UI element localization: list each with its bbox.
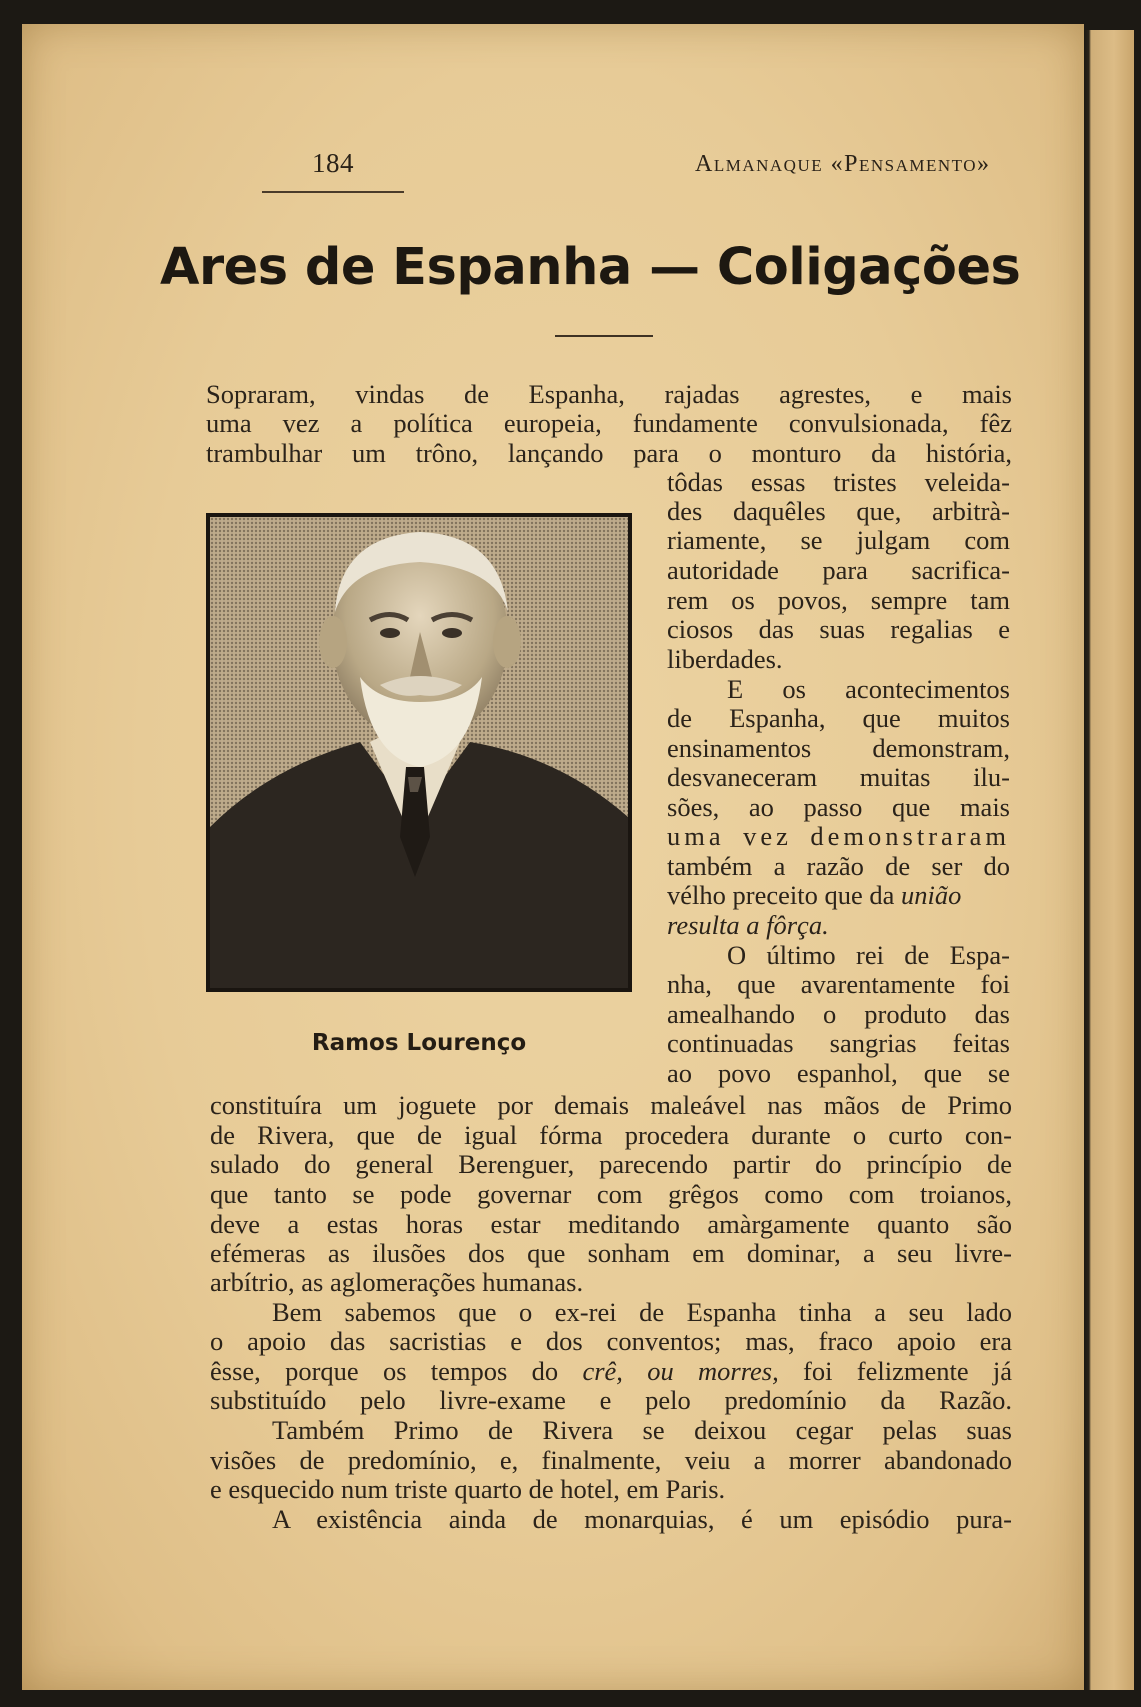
text-line: de Rivera, que de igual fórma procedera durante o curto con- [210, 1120, 1012, 1150]
text-line: riamente, se julgam com [667, 525, 1010, 555]
page-number-rule [262, 191, 404, 193]
text-span: êsse, porque os tempos do [210, 1356, 559, 1386]
facing-page-edge [1084, 30, 1134, 1690]
text-line: constituíra um joguete por demais maleável nas mãos de Primo [210, 1090, 1012, 1120]
text-line: liberdades. [667, 644, 783, 674]
text-line: autoridade para sacrifica- [667, 555, 1010, 585]
text-line: A existência ainda de monarquias, é um episódio pura- [272, 1504, 1012, 1534]
text-line: des daquêles que, arbitrà- [667, 496, 1010, 526]
text-line: substituído pelo livre-exame e pelo predomínio da Razão. [210, 1385, 1012, 1415]
title-rule [555, 335, 653, 337]
text-line: E os acontecimentos [727, 674, 1010, 704]
text-line: Bem sabemos que o ex-rei de Espanha tinha a seu lado [272, 1297, 1012, 1327]
running-head: Almanaque «Pensamento» [695, 151, 991, 177]
portrait-image [210, 517, 628, 988]
text-line: o apoio das sacristias e dos conventos; mas, fraco apoio era [210, 1326, 1012, 1356]
text-line: rem os povos, sempre tam [667, 585, 1010, 615]
text-line: O último rei de Espa- [727, 940, 1010, 970]
text-line [667, 881, 961, 909]
text-line: também a razão de ser do [667, 851, 1010, 881]
text-line: trambulhar um trôno, lançando para o monturo da história, [206, 438, 1012, 468]
italic-text: resulta a fôrça. [667, 910, 829, 940]
text-line: continuadas sangrias feitas [667, 1028, 1010, 1058]
text-line [667, 911, 829, 939]
text-line: Também Primo de Rivera se deixou cegar pelas suas [272, 1415, 1012, 1445]
portrait-photo [206, 513, 632, 992]
portrait-caption: Ramos Lourenço [311, 1030, 527, 1056]
article-title: Ares de Espanha — Coligações [160, 238, 1021, 297]
text-line: e esquecido num triste quarto de hotel, em Paris. [210, 1474, 726, 1504]
text-line: sulado do general Berenguer, parecendo partir do princípio de [210, 1149, 1012, 1179]
text-line: visões de predomínio, e, finalmente, veiu a morrer abandonado [210, 1445, 1012, 1475]
text-line: arbítrio, as aglomerações humanas. [210, 1267, 584, 1297]
text-line: nha, que avarentamente foi [667, 969, 1010, 999]
text-line: efémeras as ilusões dos que sonham em dominar, a seu livre- [210, 1238, 1012, 1268]
text-line: que tanto se pode governar com grêgos como com troianos, [210, 1179, 1012, 1209]
text-line: uma vez a política europeia, fundamente convulsionada, fêz [206, 408, 1012, 438]
italic-text: união [900, 880, 962, 910]
text-line: Sopraram, vindas de Espanha, rajadas agrestes, e mais [206, 379, 1012, 409]
text-line: ciosos das suas regalias e [667, 614, 1010, 644]
text-line: desvaneceram muitas ilu- [667, 762, 1010, 792]
text-line: tôdas essas tristes veleida- [667, 467, 1010, 497]
text-line: de Espanha, que muitos [667, 703, 1010, 733]
text-line [210, 1357, 1012, 1385]
text-line: deve a estas horas estar meditando amàrgamente quanto são [210, 1209, 1012, 1239]
text-line: uma vez demonstraram [667, 821, 1010, 851]
text-line: ensinamentos demonstram, [667, 733, 1010, 763]
text-line: amealhando o produto das [667, 999, 1010, 1029]
italic-text: crê, ou morres, [582, 1356, 779, 1386]
text-line: sões, ao passo que mais [667, 792, 1010, 822]
text-span: foi felizmente já [803, 1356, 1013, 1386]
text-span: vélho preceito que da [667, 880, 895, 910]
text-line: ao povo espanhol, que se [667, 1058, 1010, 1088]
page-number: 184 [312, 148, 354, 178]
